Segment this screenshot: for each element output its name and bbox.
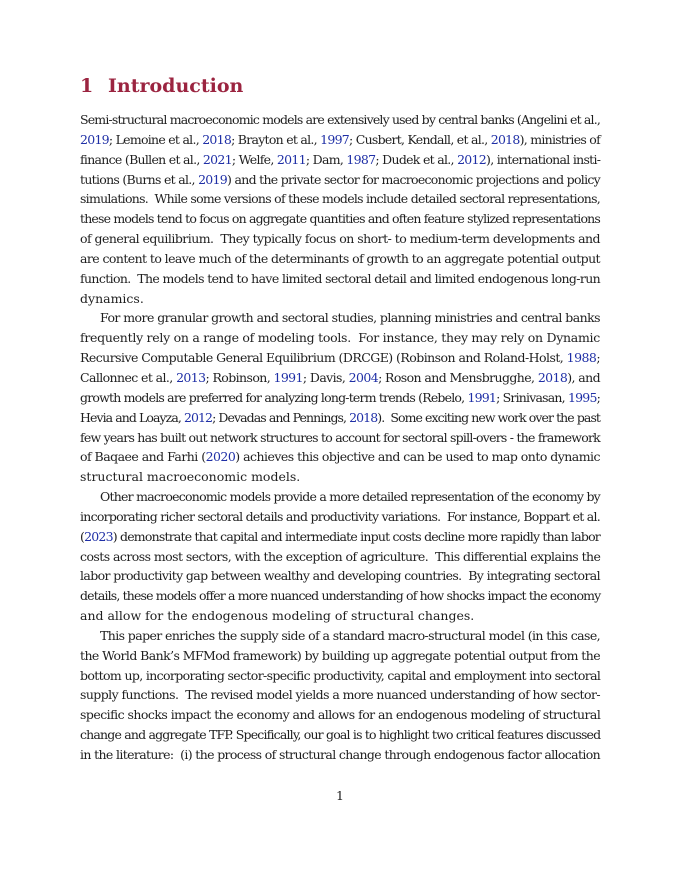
paragraph-line <box>80 388 600 408</box>
text-segment: ; Srinivasan, <box>496 389 568 405</box>
paragraph-line <box>80 487 600 507</box>
text-segment: ; Devadas and Pennings, <box>212 409 350 425</box>
paragraph-line <box>80 308 600 328</box>
citation-link[interactable]: 2012 <box>457 151 487 167</box>
text-segment: details, these models offer a more nuanced understanding of how shocks impact the economy <box>80 588 601 604</box>
text-segment: ; Dudek et al., <box>375 151 458 167</box>
paragraph-line <box>80 606 600 626</box>
text-segment: ), and <box>567 369 601 385</box>
text-segment: costs across most sectors, with the exception of agriculture. This differential explains the <box>80 548 601 564</box>
section-title: Introduction <box>108 75 244 97</box>
paragraph-line <box>80 447 600 467</box>
citation-link[interactable]: 2004 <box>348 369 379 385</box>
paragraph-line <box>80 269 600 289</box>
citation-link[interactable]: 2019 <box>80 131 109 147</box>
paragraph-line <box>80 547 600 567</box>
text-segment: ; Brayton et al., <box>231 131 321 147</box>
page-number: 1 <box>336 788 344 803</box>
citation-link[interactable]: 1997 <box>320 131 350 147</box>
text-segment: and allow for the endogenous modeling of structural changes. <box>80 608 475 624</box>
paragraph-line <box>80 705 600 725</box>
text-segment: Callonnec et al., <box>80 369 177 385</box>
paragraph-line <box>80 110 600 130</box>
paragraph-line <box>80 368 600 388</box>
body-text <box>80 110 600 765</box>
text-segment: ) demonstrate that capital and intermediate input costs decline more rapidly than labor <box>112 528 600 544</box>
citation-link[interactable]: 1991 <box>273 369 303 385</box>
text-segment: ). Some exciting new work over the past <box>377 409 601 425</box>
text-segment: ) achieves this objective and can be used to map onto dynamic <box>235 449 601 465</box>
text-segment: ; Lemoine et al., <box>108 131 203 147</box>
paragraph-line <box>80 328 600 348</box>
paragraph-line <box>80 428 600 448</box>
text-segment: ; Cusbert, Kendall, et al., <box>349 131 491 147</box>
text-segment: incorporating richer sectoral details and productivity variations. For instance, Boppart et al. <box>80 508 600 524</box>
paragraph-line <box>80 289 600 309</box>
citation-link[interactable]: 2023 <box>84 528 113 544</box>
text-segment: ; Robinson, <box>205 369 274 385</box>
paragraph-line <box>80 348 600 368</box>
paragraph-line <box>80 209 600 229</box>
paragraph-line <box>80 566 600 586</box>
citation-link[interactable]: 1991 <box>467 389 497 405</box>
text-segment: ; Roson and Mensbrugghe, <box>378 369 538 385</box>
paragraph-line <box>80 408 600 428</box>
paragraph-line <box>80 725 600 745</box>
text-segment: specific shocks impact the economy and allows for an endogenous modeling of structural <box>80 707 601 723</box>
text-segment: Other macroeconomic models provide a more detailed representation of the economy by <box>100 489 600 505</box>
paragraph-line <box>80 467 600 487</box>
citation-link[interactable]: 2018 <box>202 131 232 147</box>
citation-link[interactable]: 2020 <box>205 449 236 465</box>
text-segment: in the literature: (i) the process of structural change through endogenous factor allocation <box>80 747 600 762</box>
text-segment: Semi-structural macroeconomic models are extensively used by central banks (Angelini et al., <box>80 112 600 127</box>
paragraph-line <box>80 527 600 547</box>
citation-link[interactable]: 2011 <box>276 151 306 167</box>
paragraph-line <box>80 507 600 527</box>
paragraph-line <box>80 130 600 150</box>
paragraph-line <box>80 150 600 170</box>
citation-link[interactable]: 1995 <box>568 389 597 405</box>
paragraph-line <box>80 745 600 765</box>
text-segment: tutions (Burns et al., <box>80 171 199 187</box>
text-segment: ; Dam, <box>305 151 347 167</box>
citation-link[interactable]: 2021 <box>202 151 232 167</box>
text-segment: bottom up, incorporating sector-specific productivity, capital and employment into sectoral <box>80 667 601 683</box>
citation-link[interactable]: 2018 <box>537 369 568 385</box>
paragraph-line <box>80 666 600 686</box>
text-segment: ; <box>596 389 601 405</box>
paragraph-line <box>80 626 600 646</box>
citation-link[interactable]: 2013 <box>176 369 206 385</box>
citation-link[interactable]: 2018 <box>349 409 378 425</box>
citation-link[interactable]: 1987 <box>346 151 376 167</box>
text-segment: dynamics. <box>80 290 144 306</box>
section-number: 1 <box>80 75 94 97</box>
text-segment: of general equilibrium. They typically focus on short- to medium-term developments and <box>80 231 601 247</box>
text-segment: ), international insti- <box>486 151 601 167</box>
citation-link[interactable]: 2012 <box>183 409 213 425</box>
text-segment: For more granular growth and sectoral studies, planning ministries and central banks <box>100 310 601 326</box>
paragraph-line <box>80 170 600 190</box>
text-segment: change and aggregate TFP. Specifically, our goal is to highlight two critical features discussed <box>80 727 601 743</box>
paragraph-line <box>80 229 600 249</box>
text-segment: these models tend to focus on aggregate quantities and often feature stylized representations <box>80 211 600 227</box>
text-segment: ; <box>596 350 600 366</box>
text-segment: Recursive Computable General Equilibrium (DRCGE) (Robinson and Roland-Holst, <box>80 350 567 366</box>
text-segment: the World Bank’s MFMod framework) by building up aggregate potential output from the <box>80 647 601 663</box>
citation-link[interactable]: 1988 <box>566 350 597 366</box>
text-segment: supply functions. The revised model yields a more nuanced understanding of how sector- <box>80 687 600 703</box>
text-segment: Hevia and Loayza, <box>80 409 184 425</box>
paragraph-line <box>80 685 600 705</box>
text-segment: labor productivity gap between wealthy and developing countries. By integrating sectoral <box>80 568 601 584</box>
text-segment: finance (Bullen et al., <box>80 151 203 167</box>
text-segment: of Baqaee and Farhi ( <box>80 449 206 465</box>
text-segment: frequently rely on a range of modeling tools. For instance, they may rely on Dynamic <box>80 330 600 346</box>
text-segment: ) and the private sector for macroeconomic projections and policy <box>227 171 600 187</box>
text-segment: few years has built out network structures to account for sectoral spill-overs - the framework <box>80 429 600 445</box>
paragraph-line <box>80 646 600 666</box>
text-segment: structural macroeconomic models. <box>80 469 301 485</box>
text-segment: are content to leave much of the determinants of growth to an aggregate potential output <box>80 250 600 266</box>
paragraph-line <box>80 249 600 269</box>
text-segment: growth models are preferred for analyzing long-term trends (Rebelo, <box>80 389 468 405</box>
text-segment: This paper enriches the supply side of a standard macro-structural model (in this case, <box>100 627 601 643</box>
paragraph-line <box>80 189 600 209</box>
text-segment: function. The models tend to have limited sectoral detail and limited endogenous long-run <box>80 270 601 286</box>
text-segment: simulations. While some versions of these models include detailed sectoral representations, <box>80 191 600 207</box>
citation-link[interactable]: 2019 <box>198 171 228 187</box>
text-segment: ; Welfe, <box>231 151 277 167</box>
text-segment: ; Davis, <box>302 369 349 385</box>
section-heading <box>80 74 243 98</box>
citation-link[interactable]: 2018 <box>490 131 520 147</box>
text-segment: ( <box>80 528 85 544</box>
paragraph-line <box>80 586 600 606</box>
text-segment: ), ministries of <box>519 131 600 147</box>
